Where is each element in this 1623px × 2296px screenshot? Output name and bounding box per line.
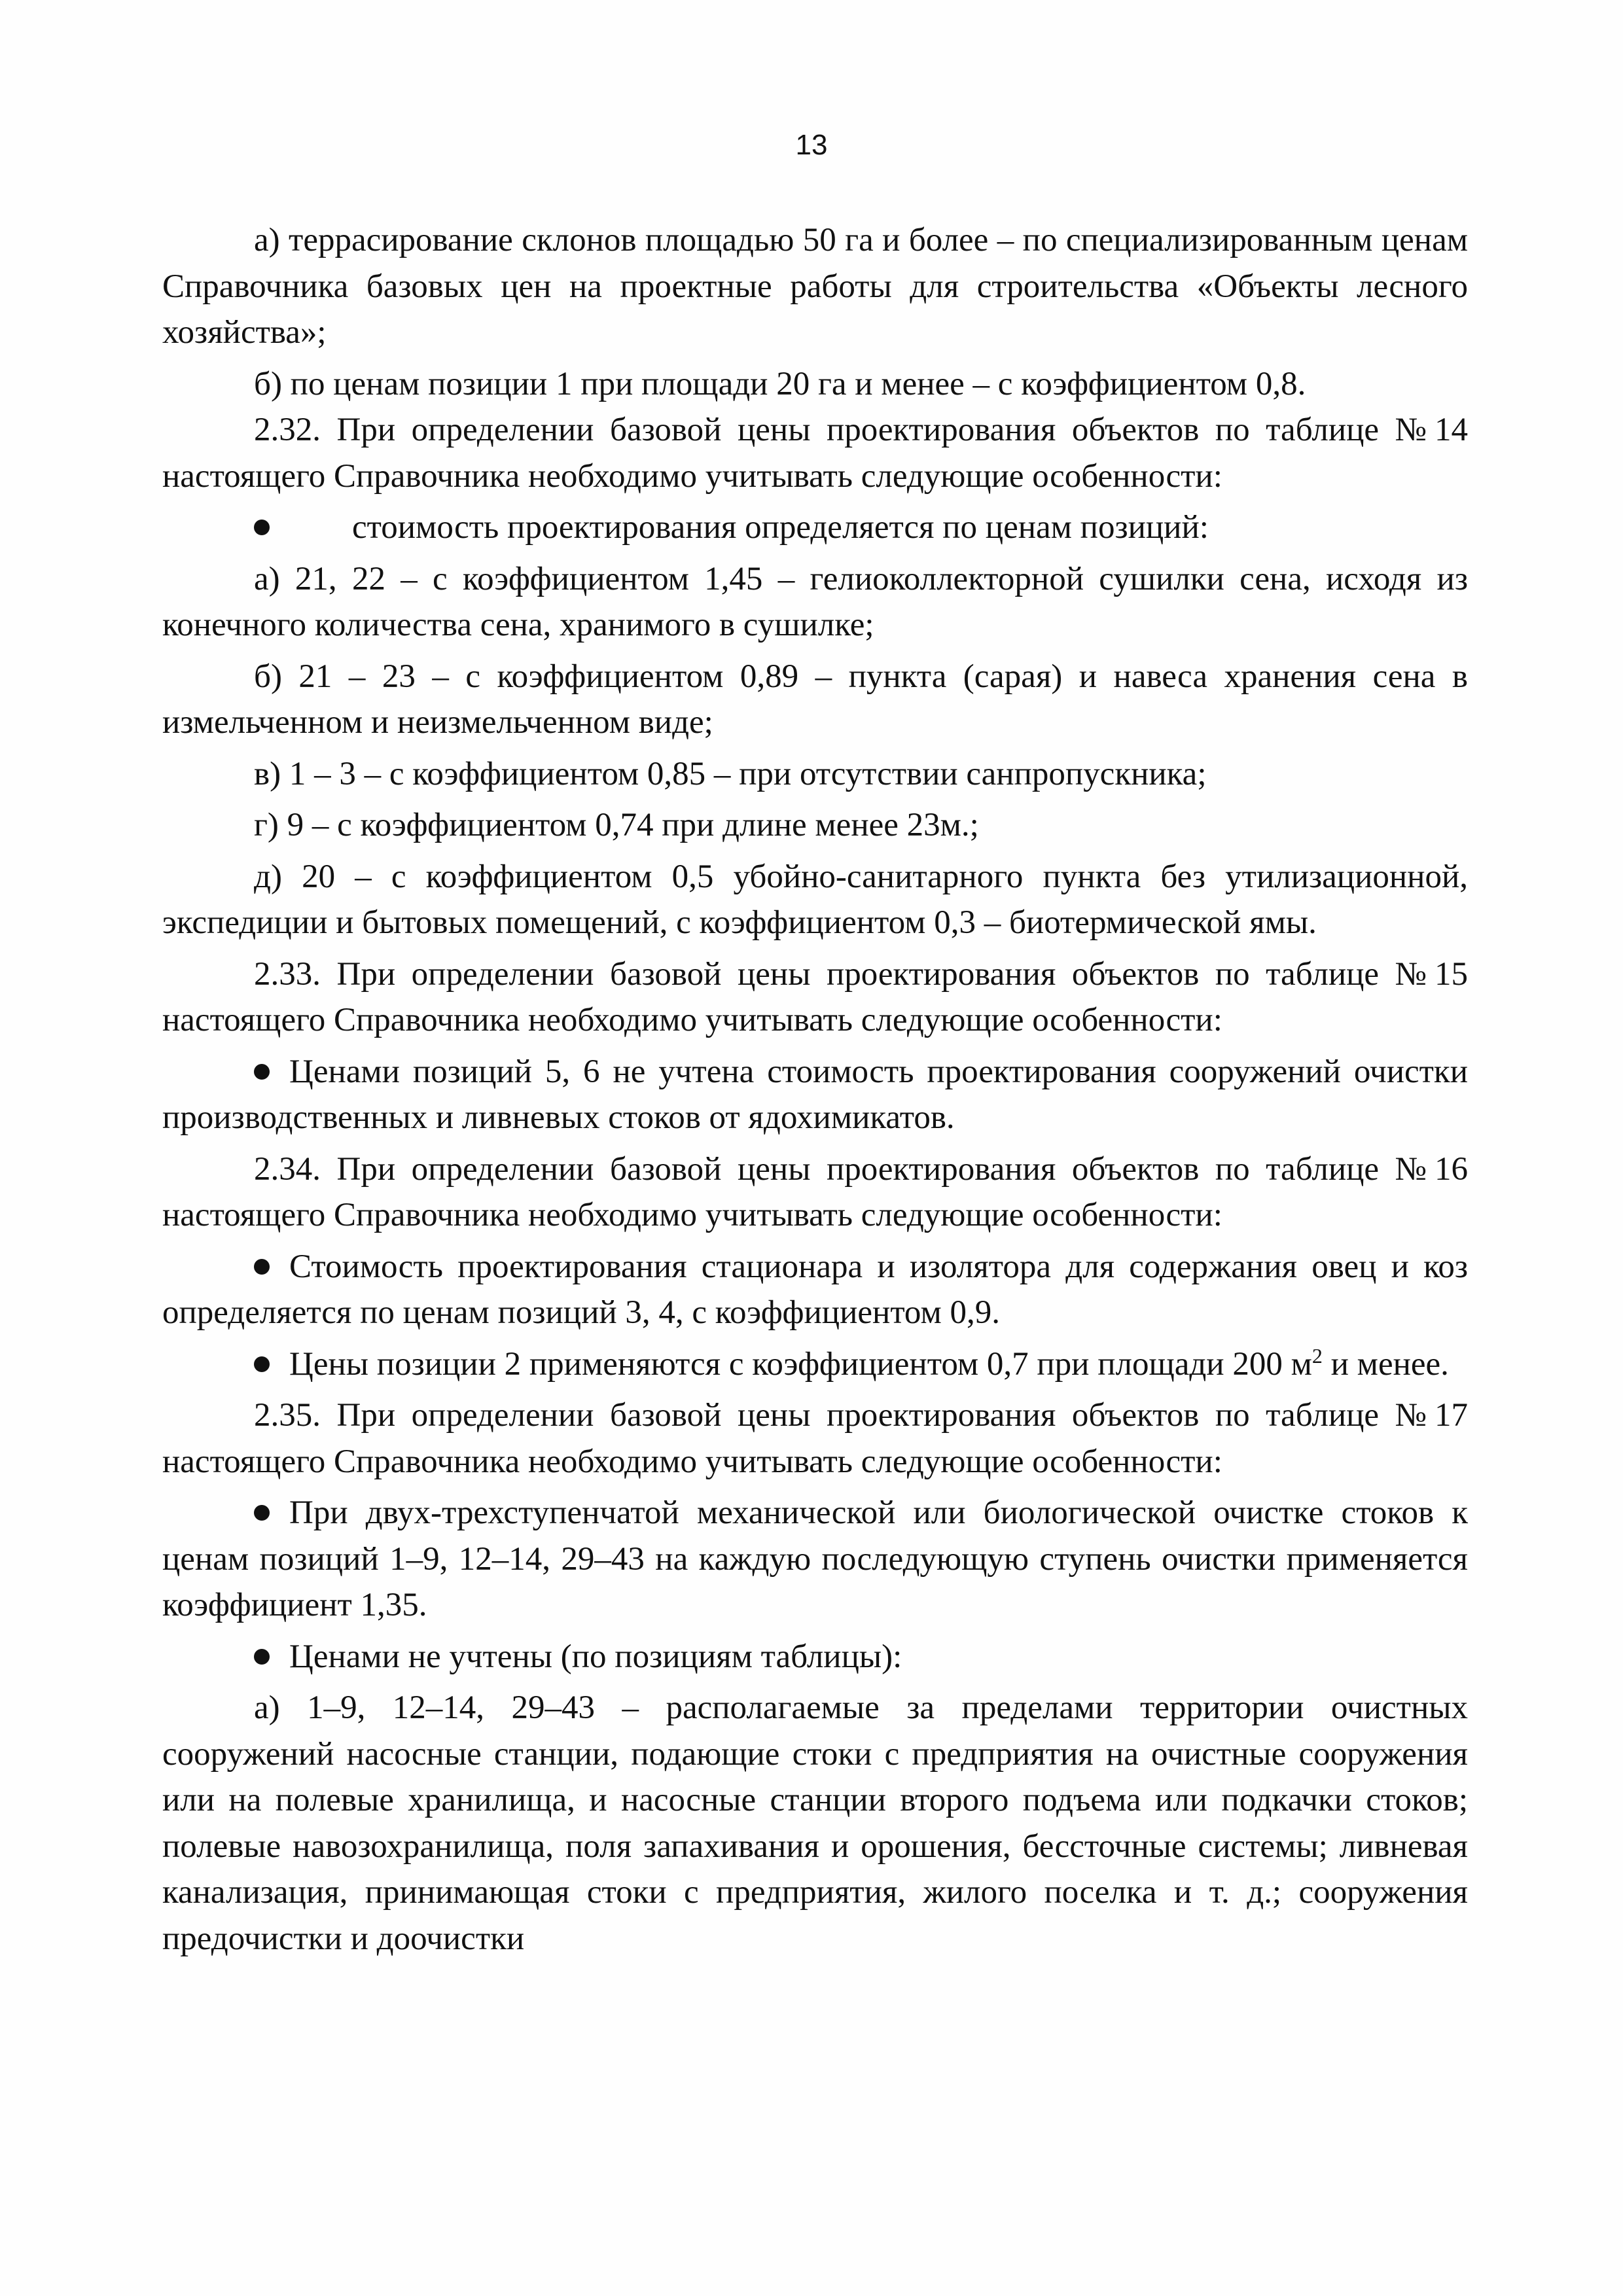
paragraph-item-g-9: г) 9 – с коэффициентом 0,74 при длине менее 23м.;: [254, 807, 979, 843]
bullet-item-two-three-stage: [162, 1490, 1468, 1629]
paragraph-item-b-21-23: б) 21 – 23 – с коэффициентом 0,89 – пункта (сарая) и навеса хранения сена в измельченном и неизмельченном виде;: [162, 658, 1468, 741]
bullet-item-stationary-isolator: [162, 1244, 1468, 1336]
paragraph-item-a-1-9: а) 1–9, 12–14, 29–43 – располагаемые за пределами территории очистных сооружений насосные станции, подающие стоки с предприятия на очистные сооружения или на полевые хранилища, и насосные станции второго подъема или подкачки стоков; полевые навозохранилища, поля запахивания и орошения, бессточные системы; ливневая канализация, принимающая стоки с предприятия, жилого поселка и т. д.; сооружения предочистки и доочистки: [162, 1689, 1468, 1957]
bullet-text-tail: и менее.: [1322, 1345, 1449, 1383]
bullet-item-positions-5-6: [162, 1049, 1468, 1141]
paragraph-item-a-21-22: а) 21, 22 – с коэффициентом 1,45 – гелиоколлекторной сушилки сена, исходя из конечного количества сена, хранимого в сушилке;: [162, 560, 1468, 643]
bullet-text: Ценами не учтены (по позициям таблицы):: [289, 1638, 902, 1675]
bullet-item-cost-positions: [162, 504, 1468, 551]
bullet-text: При двух-трехступенчатой механической или биологической очистке стоков к ценам позиций 1–9, 12–14, 29–43 на каждую последующую ступень очистки применяется коэффициент 1,35.: [162, 1494, 1468, 1623]
bullet-icon: [254, 1356, 270, 1372]
bullet-icon: [254, 1649, 270, 1665]
bullet-icon: [254, 1505, 270, 1521]
bullet-icon: [254, 1259, 270, 1275]
paragraph-item-b-position-1: б) по ценам позиции 1 при площади 20 га и менее – с коэффициентом 0,8.: [254, 365, 1306, 402]
paragraph-item-a-terracing: а) террасирование склонов площадью 50 га и более – по специализированным ценам Справочника базовых цен на проектные работы для строительства «Объекты лесного хозяйства»;: [162, 222, 1468, 351]
paragraph-2-33: 2.33. При определении базовой цены проектирования объектов по таблице №15 настоящего Справочника необходимо учитывать следующие особенности:: [162, 955, 1468, 1038]
bullet-text: стоимость проектирования определяется по ценам позиций:: [352, 509, 1209, 546]
bullet-icon: [254, 520, 270, 535]
paragraph-2-32: 2.32. При определении базовой цены проектирования объектов по таблице №14 настоящего Справочника необходимо учитывать следующие особенности:: [162, 412, 1468, 495]
page-number: 13: [795, 129, 828, 161]
bullet-text: Цены позиции 2 применяются с коэффициентом 0,7 при площади 200 м: [289, 1345, 1312, 1383]
bullet-text: Ценами позиций 5, 6 не учтена стоимость проектирования сооружений очистки производственных и ливневых стоков от ядохимикатов.: [162, 1053, 1468, 1136]
bullet-icon: [254, 1064, 270, 1080]
paragraph-item-v-1-3: в) 1 – 3 – с коэффициентом 0,85 – при отсутствии санпропускника;: [254, 755, 1207, 792]
paragraph-2-34: 2.34. При определении базовой цены проектирования объектов по таблице №16 настоящего Справочника необходимо учитывать следующие особенности:: [162, 1150, 1468, 1233]
superscript: 2: [1311, 1343, 1323, 1368]
bullet-item-position-2: [162, 1341, 1468, 1388]
bullet-item-not-included: [162, 1634, 1468, 1680]
paragraph-2-35: 2.35. При определении базовой цены проектирования объектов по таблице №17 настоящего Справочника необходимо учитывать следующие особенности:: [162, 1397, 1468, 1480]
bullet-text: Стоимость проектирования стационара и изолятора для содержания овец и коз определяется по ценам позиций 3, 4, с коэффициентом 0,9.: [162, 1248, 1468, 1331]
paragraph-item-d-20: д) 20 – с коэффициентом 0,5 убойно-санитарного пункта без утилизационной, экспедиции и бытовых помещений, с коэффициентом 0,3 – биотермической ямы.: [162, 858, 1468, 941]
document-body: [162, 217, 1468, 1962]
